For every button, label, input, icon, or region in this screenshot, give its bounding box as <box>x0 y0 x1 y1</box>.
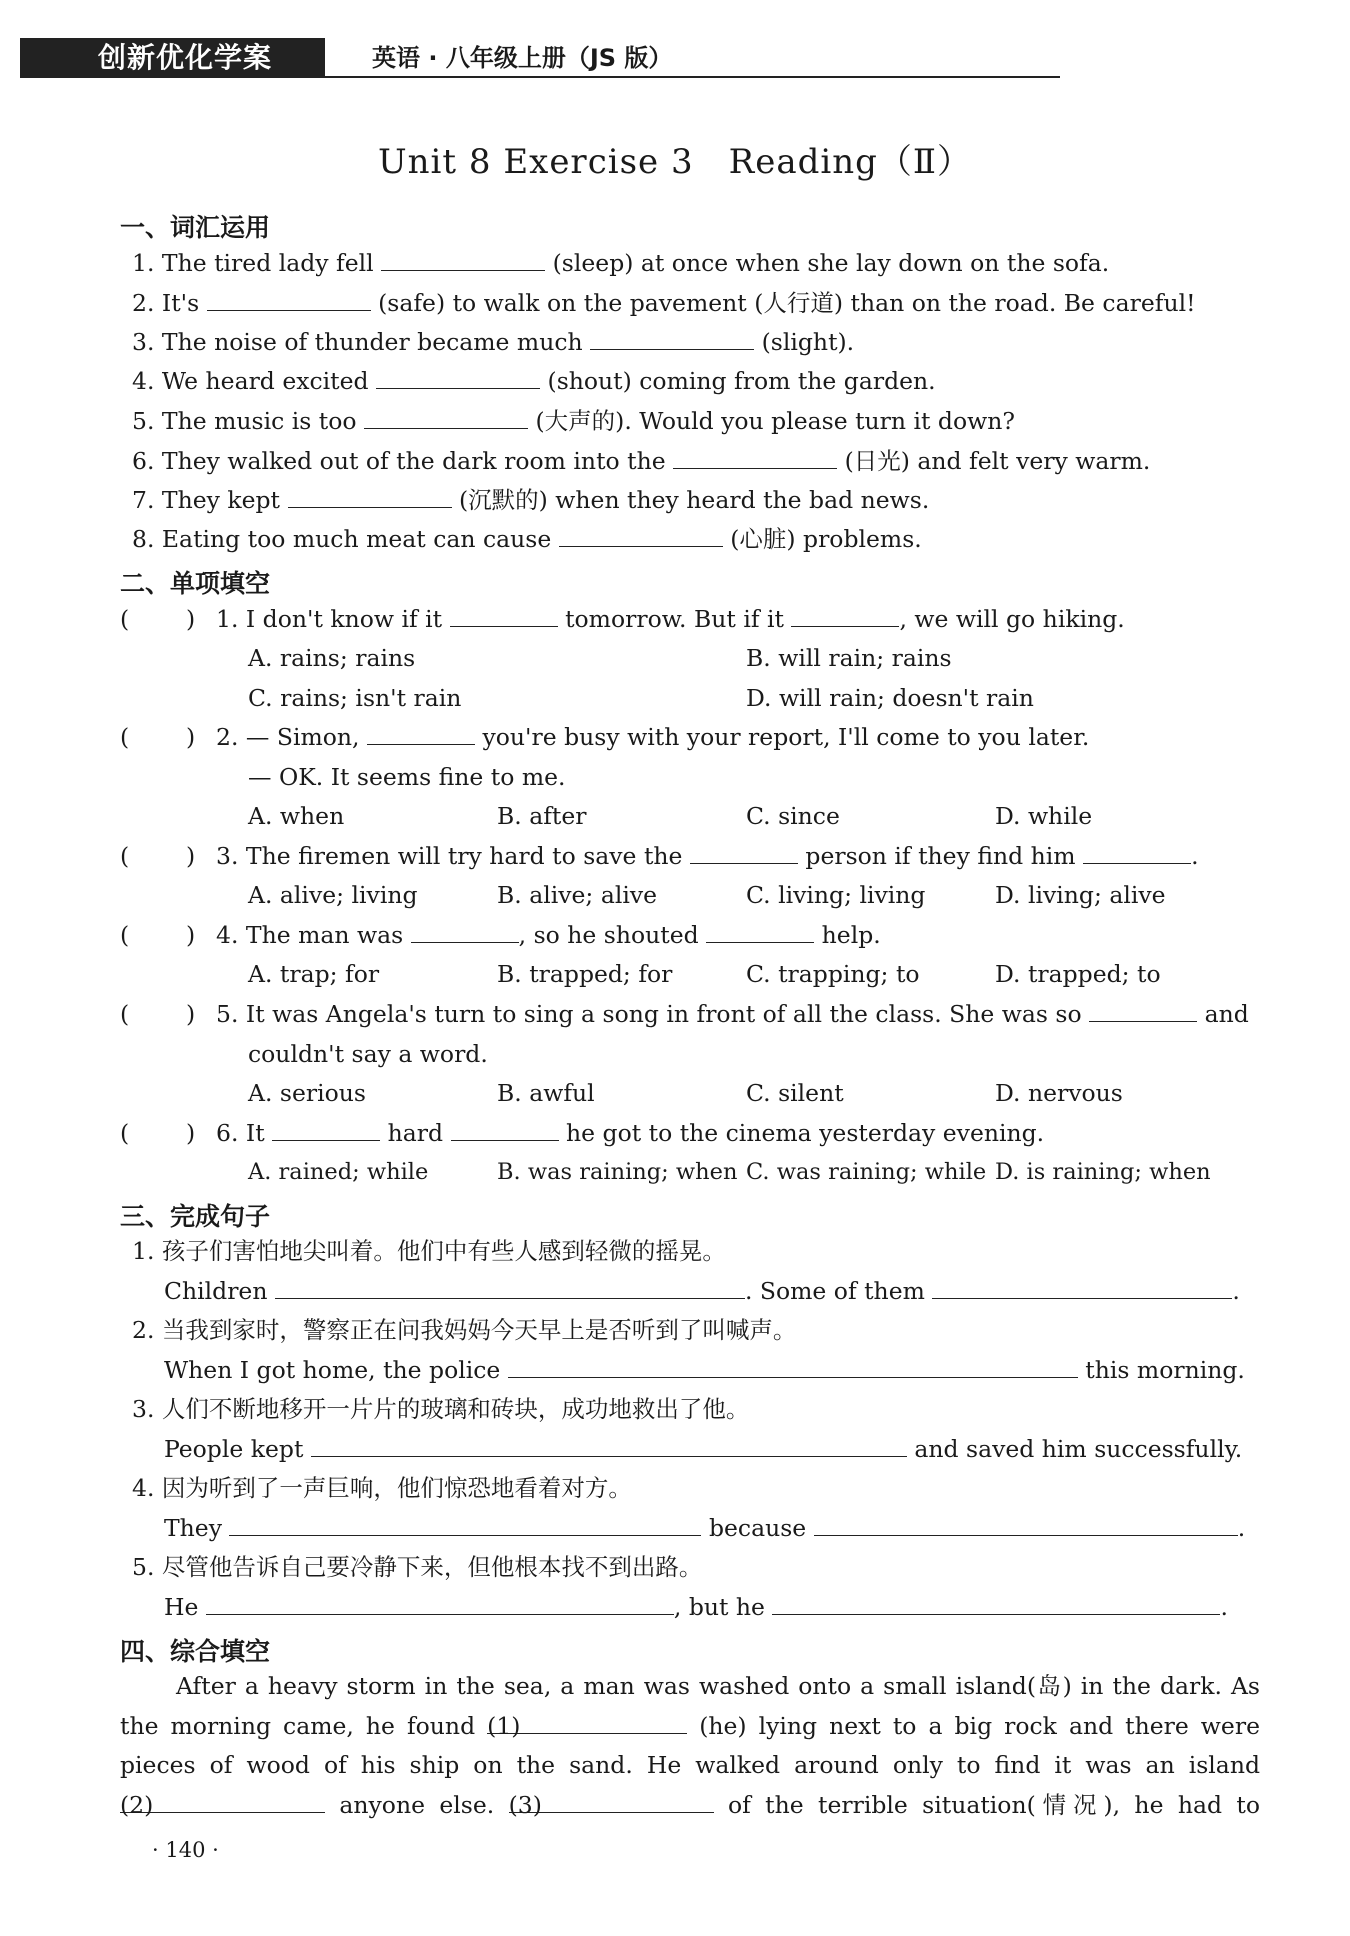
english-sentence: People kept and saved him successfully. <box>164 1435 1243 1463</box>
option-d: D. will rain; doesn't rain <box>746 684 1034 712</box>
answer-blank[interactable] <box>673 446 837 469</box>
page-header <box>20 38 1060 78</box>
answer-bracket[interactable]: ( ) <box>120 723 196 751</box>
vocab-item: 5. The music is too (大声的). Would you please turn it down? <box>132 407 1015 435</box>
section-heading-cloze: 四、综合填空 <box>120 1637 271 1666</box>
book-title: 英语 · 八年级上册（JS 版） <box>372 44 673 72</box>
option-d: D. while <box>995 802 1093 830</box>
answer-blank <box>706 920 814 943</box>
question-stem: 1. I don't know if it tomorrow. But if it , we will go hiking. <box>216 605 1125 633</box>
option-d: D. is raining; when <box>995 1159 1211 1185</box>
option-a: A. serious <box>248 1079 366 1107</box>
option-c: C. was raining; while <box>746 1159 987 1185</box>
vocab-item: 1. The tired lady fell (sleep) at once when she lay down on the sofa. <box>132 249 1110 277</box>
answer-blank[interactable] <box>590 327 754 350</box>
answer-blank <box>791 604 899 627</box>
answer-blank <box>690 841 798 864</box>
answer-blank[interactable] <box>814 1513 1238 1536</box>
option-c: C. silent <box>746 1079 844 1107</box>
question-stem: 2. — Simon, you're busy with your report, I'll come to you later. <box>216 723 1090 751</box>
english-sentence: He , but he . <box>164 1593 1228 1621</box>
answer-blank[interactable] <box>275 1276 745 1299</box>
cloze-blank[interactable]: (3) <box>509 1790 714 1813</box>
cloze-blank[interactable]: (2) <box>120 1790 325 1813</box>
answer-blank[interactable] <box>376 366 540 389</box>
answer-blank <box>1083 841 1191 864</box>
cloze-line: pieces of wood of his ship on the sand. He walked around only to find it was an island <box>120 1751 1260 1779</box>
english-sentence: When I got home, the police this morning. <box>164 1356 1245 1384</box>
brand-logo: 创新优化学案 <box>20 38 325 78</box>
option-a: A. when <box>248 802 345 830</box>
header-rule <box>325 76 1060 78</box>
option-c: C. rains; isn't rain <box>248 684 462 712</box>
option-b: B. will rain; rains <box>746 644 952 672</box>
cloze-line: the morning came, he found (1) (he) lying next to a big rock and there were <box>120 1712 1260 1740</box>
vocab-item: 7. They kept (沉默的) when they heard the bad news. <box>132 486 930 514</box>
answer-blank <box>411 920 519 943</box>
option-b: B. trapped; for <box>497 960 673 988</box>
cloze-line: After a heavy storm in the sea, a man was washed onto a small island(岛) in the dark. As <box>176 1672 1260 1700</box>
answer-blank <box>450 604 558 627</box>
english-sentence: They because . <box>164 1514 1246 1542</box>
question-stem: 3. The firemen will try hard to save the person if they find him . <box>216 842 1199 870</box>
option-c: C. since <box>746 802 840 830</box>
vocab-item: 3. The noise of thunder became much (slight). <box>132 328 855 356</box>
option-a: A. rained; while <box>248 1159 429 1185</box>
option-a: A. alive; living <box>248 881 418 909</box>
answer-blank[interactable] <box>207 288 371 311</box>
section-heading-multiple-choice: 二、单项填空 <box>120 569 271 598</box>
vocab-item: 8. Eating too much meat can cause (心脏) problems. <box>132 525 922 553</box>
answer-blank[interactable] <box>229 1513 701 1536</box>
answer-bracket[interactable]: ( ) <box>120 1000 196 1028</box>
answer-blank <box>451 1118 559 1141</box>
answer-blank <box>367 722 475 745</box>
option-c: C. living; living <box>746 881 926 909</box>
cloze-blank[interactable]: (1) <box>487 1711 687 1734</box>
vocab-item: 4. We heard excited (shout) coming from the garden. <box>132 367 936 395</box>
chinese-prompt: 1. 孩子们害怕地尖叫着。他们中有些人感到轻微的摇晃。 <box>132 1237 726 1265</box>
answer-blank[interactable] <box>559 524 723 547</box>
chinese-prompt: 5. 尽管他告诉自己要冷静下来，但他根本找不到出路。 <box>132 1553 703 1581</box>
question-stem: 5. It was Angela's turn to sing a song in front of all the class. She was so and <box>216 1000 1249 1028</box>
english-sentence: Children . Some of them . <box>164 1277 1240 1305</box>
answer-blank[interactable] <box>381 248 545 271</box>
answer-bracket[interactable]: ( ) <box>120 921 196 949</box>
question-stem: 6. It hard he got to the cinema yesterday evening. <box>216 1119 1045 1147</box>
question-stem: 4. The man was , so he shouted help. <box>216 921 881 949</box>
option-b: B. alive; alive <box>497 881 658 909</box>
answer-blank <box>1089 999 1197 1022</box>
answer-blank[interactable] <box>288 485 452 508</box>
answer-blank[interactable] <box>932 1276 1232 1299</box>
vocab-item: 6. They walked out of the dark room into the (日光) and felt very warm. <box>132 447 1151 475</box>
chinese-prompt: 3. 人们不断地移开一片片的玻璃和砖块，成功地救出了他。 <box>132 1395 750 1423</box>
option-d: D. trapped; to <box>995 960 1161 988</box>
question-stem-continued: couldn't say a word. <box>248 1040 488 1068</box>
page-title: Unit 8 Exercise 3 Reading（Ⅱ） <box>377 142 973 182</box>
vocab-item: 2. It's (safe) to walk on the pavement (人行道) than on the road. Be careful! <box>132 289 1196 317</box>
answer-blank[interactable] <box>508 1355 1078 1378</box>
chinese-prompt: 2. 当我到家时，警察正在问我妈妈今天早上是否听到了叫喊声。 <box>132 1316 797 1344</box>
option-c: C. trapping; to <box>746 960 920 988</box>
option-a: A. trap; for <box>248 960 380 988</box>
option-b: B. awful <box>497 1079 595 1107</box>
answer-blank[interactable] <box>364 406 528 429</box>
answer-bracket[interactable]: ( ) <box>120 842 196 870</box>
option-b: B. was raining; when <box>497 1159 738 1185</box>
page-number: · 140 · <box>152 1838 219 1862</box>
option-a: A. rains; rains <box>248 644 416 672</box>
option-d: D. living; alive <box>995 881 1166 909</box>
answer-blank <box>272 1118 380 1141</box>
section-heading-complete-sentences: 三、完成句子 <box>120 1202 271 1231</box>
answer-blank[interactable] <box>206 1592 674 1615</box>
question-stem-continued: — OK. It seems fine to me. <box>248 763 566 791</box>
answer-blank[interactable] <box>772 1592 1220 1615</box>
chinese-prompt: 4. 因为听到了一声巨响，他们惊恐地看着对方。 <box>132 1474 632 1502</box>
option-b: B. after <box>497 802 587 830</box>
answer-bracket[interactable]: ( ) <box>120 1119 196 1147</box>
section-heading-vocabulary: 一、词汇运用 <box>120 213 271 242</box>
option-d: D. nervous <box>995 1079 1123 1107</box>
answer-blank[interactable] <box>311 1434 907 1457</box>
cloze-line: (2) anyone else. (3) of the terrible situation(情况), he had to <box>120 1791 1260 1819</box>
answer-bracket[interactable]: ( ) <box>120 605 196 633</box>
